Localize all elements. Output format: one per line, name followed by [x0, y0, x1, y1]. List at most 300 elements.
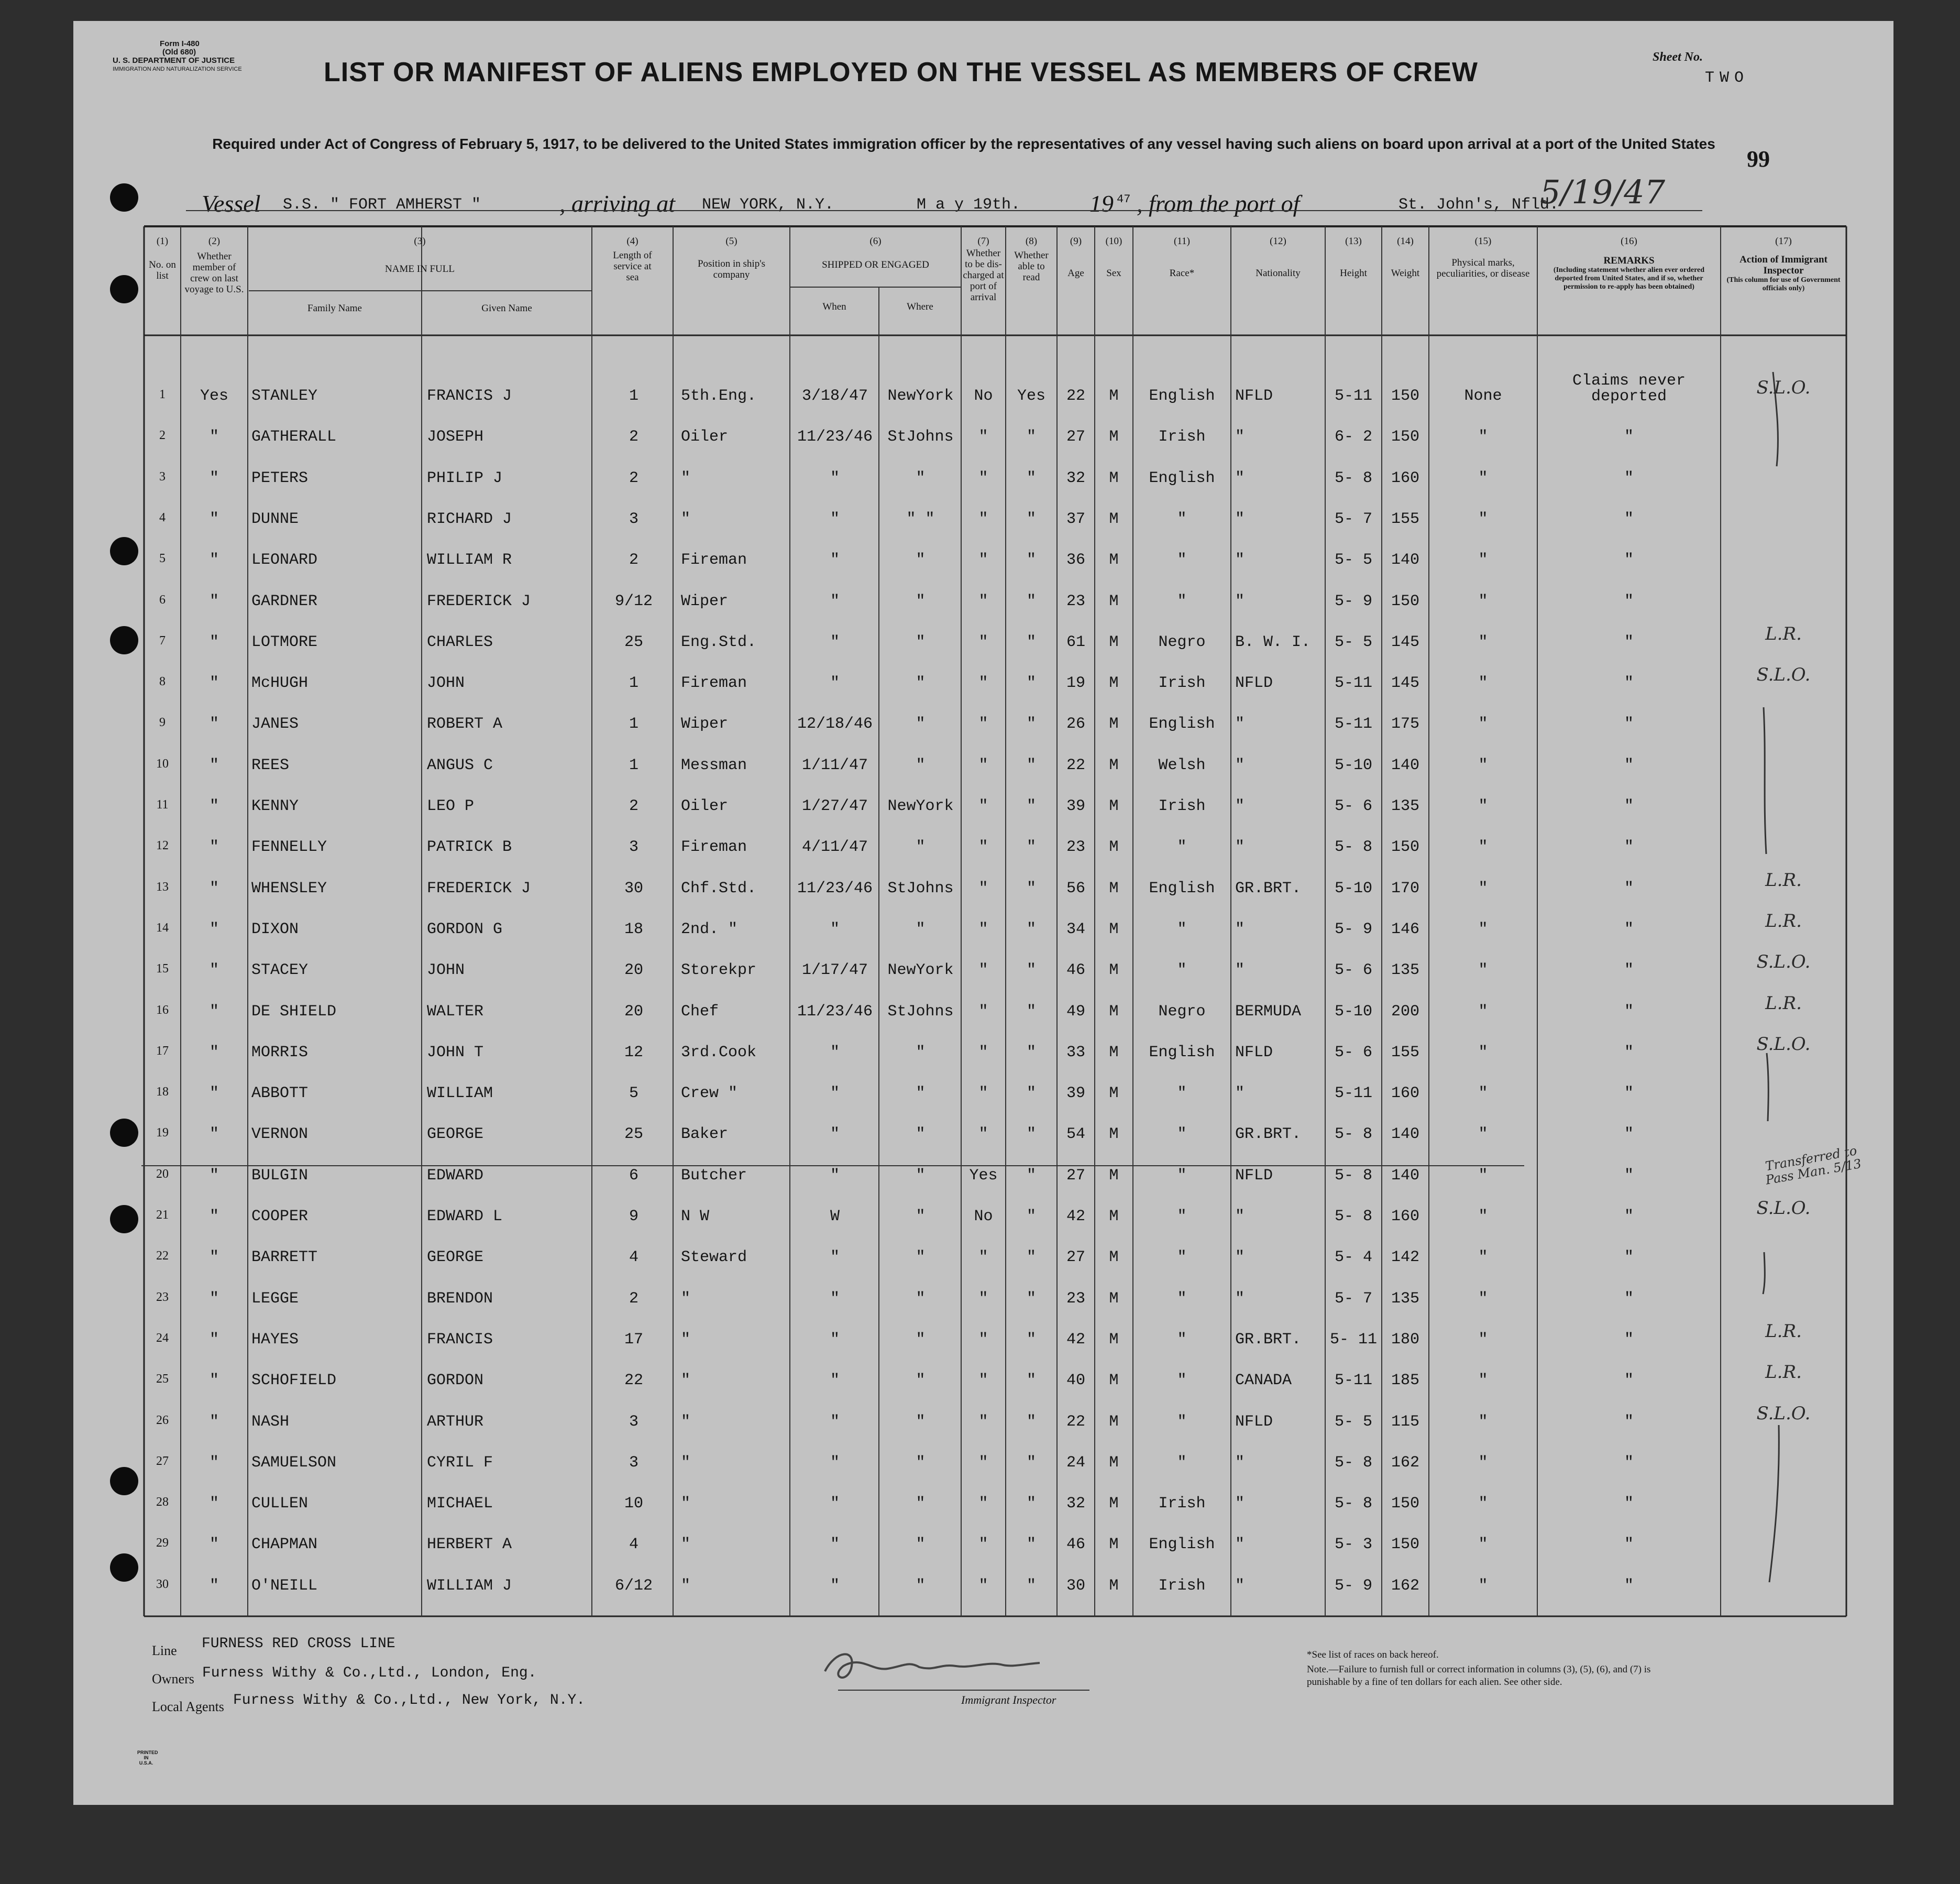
cell-age: 46: [1066, 1536, 1085, 1554]
cell-inspector-action: L.R.: [1765, 1320, 1802, 1342]
cell-race: Negro: [1158, 1002, 1206, 1021]
cell-given-name: HERBERT A: [427, 1536, 512, 1554]
cell-inspector-action: S.L.O.: [1756, 951, 1811, 973]
cell-race: ": [1177, 1453, 1187, 1472]
cell-race: ": [1177, 1125, 1187, 1144]
col-header-5: (5) Position in ship's company: [673, 236, 790, 280]
cell-last-voyage: ": [209, 1002, 219, 1021]
cell-age: 27: [1066, 428, 1085, 446]
col-header-16: (16) REMARKS (Including statement whether alien ever ordered deported from United States, and if so, whether permission to re-apply has been obtained): [1537, 236, 1721, 291]
cell-remarks: ": [1624, 674, 1634, 693]
cell-last-voyage: ": [209, 1372, 219, 1390]
cell-shipped-where: ": [916, 1166, 926, 1185]
cell-nationality: GR.BRT.: [1235, 879, 1302, 897]
cell-nationality: ": [1235, 1536, 1245, 1554]
col-header-label: No. on list: [149, 259, 176, 281]
cell-physical-marks: ": [1478, 592, 1488, 610]
cell-shipped-where: NewYork: [887, 797, 954, 815]
cell-sex: M: [1109, 1166, 1119, 1185]
cell-height: 5- 9: [1334, 592, 1372, 610]
col-header-label: Whether able to read: [1014, 250, 1049, 283]
cell-shipped-when: ": [830, 1453, 840, 1472]
cell-given-name: LEO P: [427, 797, 475, 815]
cell-no: 9: [159, 716, 166, 730]
cell-race: ": [1177, 1372, 1187, 1390]
cell-given-name: GEORGE: [427, 1248, 484, 1267]
cell-height: 5- 5: [1334, 551, 1372, 569]
cell-family-name: WHENSLEY: [251, 879, 327, 897]
col-header-13: (13) Height: [1325, 236, 1382, 279]
cell-position: ": [681, 510, 691, 528]
cell-shipped-where: StJohns: [887, 879, 954, 897]
cell-age: 37: [1066, 510, 1085, 528]
cell-nationality: ": [1235, 961, 1245, 980]
cell-remarks: ": [1624, 1125, 1634, 1144]
cell-shipped-where: ": [916, 756, 926, 774]
cell-position: Oiler: [681, 428, 729, 446]
cell-physical-marks: ": [1478, 1330, 1488, 1349]
col-header-label: Height: [1340, 268, 1367, 279]
cell-able-to-read: ": [1026, 797, 1036, 815]
cell-nationality: ": [1235, 838, 1245, 857]
year-prefix: 19: [1089, 190, 1114, 217]
cell-able-to-read: ": [1026, 879, 1036, 897]
cell-able-to-read: ": [1026, 1453, 1036, 1472]
cell-age: 34: [1066, 920, 1085, 938]
col-header-label: NAME IN FULL: [385, 264, 455, 275]
cell-shipped-when: ": [830, 469, 840, 487]
cell-shipped-where: ": [916, 633, 926, 651]
cell-age: 19: [1066, 674, 1085, 693]
cell-remarks: ": [1624, 551, 1634, 569]
cell-age: 54: [1066, 1125, 1085, 1144]
cell-shipped-when: ": [830, 1330, 840, 1349]
departure-port: St. John's, Nfld.: [1399, 196, 1559, 214]
cell-given-name: ROBERT A: [427, 715, 503, 733]
cell-length-service: 18: [624, 920, 643, 938]
cell-shipped-where: ": [916, 1330, 926, 1349]
cell-weight: 160: [1391, 1208, 1419, 1225]
cell-discharged: ": [978, 1576, 988, 1595]
cell-inspector-action: L.R.: [1765, 910, 1802, 932]
cell-given-name: FRANCIS: [427, 1330, 493, 1349]
cell-shipped-when: ": [830, 1166, 840, 1185]
cell-height: 5- 11: [1329, 1330, 1377, 1349]
cell-weight: 180: [1391, 1330, 1419, 1349]
cell-given-name: GEORGE: [427, 1125, 484, 1144]
cell-discharged: ": [978, 1412, 988, 1431]
cell-length-service: 5: [629, 1085, 638, 1103]
cell-shipped-when: 11/23/46: [797, 428, 873, 446]
cell-weight: 162: [1391, 1576, 1419, 1595]
cell-sex: M: [1109, 1330, 1119, 1349]
cell-weight: 140: [1391, 1125, 1419, 1144]
cell-weight: 175: [1391, 715, 1419, 733]
cell-remarks: ": [1624, 1248, 1634, 1267]
col-subheader-family: Family Name: [307, 303, 362, 314]
penalty-note: Note.—Failure to furnish full or correct information in columns (3), (5), (6), and (7) is punishable by a fine of ten dollars for each alien. See other side.: [1307, 1664, 1651, 1688]
cell-family-name: DIXON: [251, 920, 299, 938]
cell-age: 22: [1066, 1412, 1085, 1431]
cell-height: 5- 9: [1334, 1576, 1372, 1595]
cell-nationality: ": [1235, 551, 1245, 569]
cell-shipped-when: ": [830, 1495, 840, 1513]
cell-sex: M: [1109, 797, 1119, 815]
col-header-10: (10) Sex: [1095, 236, 1133, 279]
races-note: *See list of races on back hereof.: [1307, 1649, 1439, 1660]
cell-position: N W: [681, 1208, 710, 1225]
cell-no: 11: [156, 798, 169, 812]
cell-weight: 150: [1391, 838, 1419, 857]
arrival-date: M a y 19th.: [917, 196, 1021, 214]
cell-shipped-where: ": [916, 1412, 926, 1431]
cell-family-name: LOTMORE: [251, 633, 318, 651]
cell-remarks: ": [1624, 1166, 1634, 1185]
cell-sex: M: [1109, 961, 1119, 980]
cell-last-voyage: ": [209, 1125, 219, 1144]
col-header-label: Nationality: [1256, 268, 1301, 279]
cell-discharged: ": [978, 592, 988, 610]
cell-physical-marks: ": [1478, 469, 1488, 487]
cell-nationality: ": [1235, 1248, 1245, 1267]
cell-age: 27: [1066, 1248, 1085, 1267]
cell-weight: 115: [1391, 1412, 1419, 1431]
cell-position: ": [681, 1495, 691, 1513]
cell-shipped-where: ": [916, 1536, 926, 1554]
cell-discharged: No: [974, 387, 993, 405]
cell-discharged: ": [978, 469, 988, 487]
cell-shipped-where: ": [916, 1125, 926, 1144]
cell-age: 32: [1066, 1495, 1085, 1513]
cell-length-service: 9/12: [614, 592, 653, 610]
cell-weight: 200: [1391, 1002, 1419, 1021]
cell-weight: 160: [1391, 1085, 1419, 1103]
cell-able-to-read: ": [1026, 1412, 1036, 1431]
col-header-1: (1) No. on list: [144, 236, 181, 281]
cell-length-service: 2: [629, 551, 638, 569]
cell-shipped-where: ": [916, 674, 926, 693]
cell-given-name: GORDON G: [427, 920, 503, 938]
cell-race: ": [1177, 838, 1187, 857]
cell-discharged: No: [974, 1208, 993, 1225]
cell-physical-marks: ": [1478, 1002, 1488, 1021]
cell-sex: M: [1109, 920, 1119, 938]
cell-position: Crew ": [681, 1085, 738, 1103]
cell-length-service: 2: [629, 797, 638, 815]
cell-discharged: ": [978, 1289, 988, 1308]
cell-physical-marks: ": [1478, 1248, 1488, 1267]
cell-height: 5-11: [1334, 715, 1372, 733]
cell-weight: 140: [1391, 1166, 1419, 1185]
cell-shipped-when: ": [830, 1043, 840, 1061]
agents-value: Furness Withy & Co.,Ltd., New York, N.Y.: [233, 1692, 586, 1708]
cell-physical-marks: ": [1478, 1576, 1488, 1595]
cell-able-to-read: ": [1026, 715, 1036, 733]
cell-shipped-when: ": [830, 592, 840, 610]
cell-remarks: ": [1624, 1372, 1634, 1390]
cell-last-voyage: ": [209, 879, 219, 897]
cell-position: ": [681, 1576, 691, 1595]
cell-able-to-read: ": [1026, 1166, 1036, 1185]
cell-able-to-read: ": [1026, 428, 1036, 446]
cell-family-name: MORRIS: [251, 1043, 309, 1061]
cell-family-name: HAYES: [251, 1330, 299, 1349]
cell-shipped-when: ": [830, 1372, 840, 1390]
cell-no: 19: [156, 1126, 169, 1140]
cell-no: 10: [156, 757, 169, 771]
cell-height: 5- 8: [1334, 1453, 1372, 1472]
cell-age: 56: [1066, 879, 1085, 897]
cell-discharged: ": [978, 1085, 988, 1103]
cell-family-name: O'NEILL: [251, 1576, 318, 1595]
cell-no: 25: [156, 1372, 169, 1386]
cell-given-name: EDWARD: [427, 1166, 484, 1185]
cell-shipped-where: ": [916, 838, 926, 857]
cell-family-name: VERNON: [251, 1125, 309, 1144]
cell-shipped-when: ": [830, 920, 840, 938]
cell-family-name: SCHOFIELD: [251, 1372, 337, 1390]
cell-race: Negro: [1158, 633, 1206, 651]
cell-weight: 145: [1391, 633, 1419, 651]
cell-no: 13: [156, 880, 169, 894]
cell-inspector-action: L.R.: [1765, 1362, 1802, 1383]
cell-last-voyage: ": [209, 838, 219, 857]
cell-inspector-action: S.L.O.: [1756, 1033, 1811, 1055]
cell-able-to-read: ": [1026, 592, 1036, 610]
line-label: Line: [152, 1643, 177, 1658]
cell-nationality: ": [1235, 510, 1245, 528]
cell-last-voyage: ": [209, 1330, 219, 1349]
cell-sex: M: [1109, 756, 1119, 774]
cell-weight: 150: [1391, 592, 1419, 610]
cell-family-name: KENNY: [251, 797, 299, 815]
cell-length-service: 1: [629, 674, 638, 693]
col-header-4: (4) Length of service at sea: [592, 236, 673, 283]
cell-remarks: ": [1624, 1495, 1634, 1513]
cell-last-voyage: ": [209, 920, 219, 938]
cell-no: 4: [159, 510, 166, 524]
cell-family-name: SAMUELSON: [251, 1453, 337, 1472]
cell-last-voyage: ": [209, 1248, 219, 1267]
cell-nationality: ": [1235, 920, 1245, 938]
cell-able-to-read: ": [1026, 1125, 1036, 1144]
cell-remarks: ": [1624, 469, 1634, 487]
cell-remarks: ": [1624, 879, 1634, 897]
arriving-label: , arriving at: [559, 190, 676, 217]
cell-able-to-read: ": [1026, 469, 1036, 487]
cell-given-name: ARTHUR: [427, 1412, 484, 1431]
page-number: 99: [1747, 146, 1770, 172]
cell-weight: 135: [1391, 797, 1419, 815]
cell-race: English: [1149, 387, 1215, 405]
cell-remarks: ": [1624, 1002, 1634, 1021]
cell-sex: M: [1109, 1248, 1119, 1267]
cell-height: 5- 8: [1334, 1495, 1372, 1513]
cell-position: Chf.Std.: [681, 879, 757, 897]
col-header-3: (3) NAME IN FULL: [248, 236, 592, 275]
cell-shipped-when: 11/23/46: [797, 1002, 873, 1021]
cell-physical-marks: ": [1478, 715, 1488, 733]
cell-physical-marks: ": [1478, 1085, 1488, 1103]
cell-no: 20: [156, 1167, 169, 1181]
cell-discharged: ": [978, 1125, 988, 1144]
cell-last-voyage: ": [209, 551, 219, 569]
cell-age: 23: [1066, 838, 1085, 857]
cell-last-voyage: ": [209, 1453, 219, 1472]
cell-age: 24: [1066, 1453, 1085, 1472]
cell-sex: M: [1109, 1495, 1119, 1513]
cell-weight: 155: [1391, 510, 1419, 528]
cell-weight: 150: [1391, 387, 1419, 405]
cell-age: 40: [1066, 1372, 1085, 1390]
cell-family-name: STANLEY: [251, 387, 318, 405]
cell-given-name: GORDON: [427, 1372, 484, 1390]
cell-shipped-where: ": [916, 1043, 926, 1061]
cell-physical-marks: ": [1478, 756, 1488, 774]
cell-no: 2: [159, 429, 166, 443]
col-header-17: (17) Action of Immigrant Inspector (This column for use of Government officials only): [1721, 236, 1846, 293]
cell-shipped-when: ": [830, 1536, 840, 1554]
cell-weight: 185: [1391, 1372, 1419, 1390]
cell-family-name: GATHERALL: [251, 428, 337, 446]
cell-position: ": [681, 1412, 691, 1431]
cell-physical-marks: ": [1478, 1208, 1488, 1225]
cell-physical-marks: ": [1478, 961, 1488, 980]
cell-height: 5- 7: [1334, 1289, 1372, 1308]
col-header-label: REMARKS: [1603, 255, 1655, 266]
cell-able-to-read: ": [1026, 961, 1036, 980]
col-header-2: (2) Whether member of crew on last voyage to U.S.: [181, 236, 248, 295]
cell-nationality: ": [1235, 756, 1245, 774]
col-header-label: Age: [1067, 268, 1084, 279]
cell-weight: 150: [1391, 1536, 1419, 1554]
cell-race: English: [1149, 715, 1215, 733]
cell-no: 3: [159, 469, 166, 484]
cell-race: Irish: [1158, 1576, 1206, 1595]
owners-value: Furness Withy & Co.,Ltd., London, Eng.: [202, 1665, 537, 1681]
cell-shipped-when: ": [830, 1085, 840, 1103]
cell-race: Irish: [1158, 674, 1206, 693]
cell-nationality: ": [1235, 1289, 1245, 1308]
cell-discharged: ": [978, 797, 988, 815]
cell-no: 12: [156, 839, 169, 853]
printer-mark: PRINTED IN U.S.A.: [137, 1750, 158, 1766]
cell-height: 5-11: [1334, 674, 1372, 693]
cell-sex: M: [1109, 1372, 1119, 1390]
cell-inspector-action: S.L.O.: [1756, 664, 1811, 686]
cell-able-to-read: ": [1026, 1576, 1036, 1595]
cell-remarks: Claims never deported: [1572, 372, 1686, 406]
cell-discharged: ": [978, 1453, 988, 1472]
cell-able-to-read: ": [1026, 920, 1036, 938]
cell-race: ": [1177, 1289, 1187, 1308]
cell-no: 7: [159, 633, 166, 648]
cell-physical-marks: ": [1478, 510, 1488, 528]
cell-physical-marks: ": [1478, 1536, 1488, 1554]
cell-given-name: WILLIAM: [427, 1085, 493, 1103]
cell-length-service: 1: [629, 387, 638, 405]
cell-able-to-read: ": [1026, 1495, 1036, 1513]
cell-length-service: 9: [629, 1208, 638, 1225]
cell-given-name: PHILIP J: [427, 469, 503, 487]
cell-discharged: ": [978, 633, 988, 651]
cell-family-name: STACEY: [251, 961, 309, 980]
cell-given-name: CHARLES: [427, 633, 493, 651]
cell-race: ": [1177, 1330, 1187, 1349]
col-header-15: (15) Physical marks, peculiarities, or disease: [1429, 236, 1537, 279]
cell-no: 24: [156, 1331, 169, 1345]
inspector-signature-line: [838, 1690, 1089, 1691]
cell-family-name: BULGIN: [251, 1166, 309, 1185]
cell-sex: M: [1109, 428, 1119, 446]
col-header-14: (14) Weight: [1382, 236, 1429, 279]
cell-discharged: Yes: [969, 1166, 998, 1185]
cell-age: 30: [1066, 1576, 1085, 1595]
cell-race: English: [1149, 1043, 1215, 1061]
agents-label: Local Agents: [152, 1699, 224, 1714]
cell-sex: M: [1109, 1085, 1119, 1103]
cell-shipped-where: ": [916, 715, 926, 733]
cell-physical-marks: ": [1478, 428, 1488, 446]
cell-no: 23: [156, 1290, 169, 1304]
cell-height: 5- 8: [1334, 1166, 1372, 1185]
cell-family-name: PETERS: [251, 469, 309, 487]
cell-last-voyage: ": [209, 1536, 219, 1554]
cell-length-service: 12: [624, 1043, 643, 1061]
cell-remarks: ": [1624, 428, 1634, 446]
cell-physical-marks: ": [1478, 633, 1488, 651]
col-header-label: Whether member of crew on last voyage to U.S.: [184, 251, 244, 295]
cell-position: Fireman: [681, 674, 747, 693]
cell-family-name: NASH: [251, 1412, 290, 1431]
cell-physical-marks: ": [1478, 1125, 1488, 1144]
cell-remarks: ": [1624, 1576, 1634, 1595]
cell-height: 5-10: [1334, 1002, 1372, 1021]
cell-given-name: JOHN: [427, 674, 465, 693]
cell-discharged: ": [978, 961, 988, 980]
cell-weight: 150: [1391, 1495, 1419, 1513]
cell-nationality: NFLD: [1235, 674, 1273, 693]
cell-race: English: [1149, 469, 1215, 487]
cell-age: 22: [1066, 756, 1085, 774]
cell-sex: M: [1109, 1453, 1119, 1472]
cell-last-voyage: ": [209, 1289, 219, 1308]
cell-remarks: ": [1624, 920, 1634, 938]
cell-length-service: 20: [624, 1002, 643, 1021]
cell-nationality: NFLD: [1235, 1412, 1273, 1431]
cell-age: 46: [1066, 961, 1085, 980]
cell-shipped-where: ": [916, 1372, 926, 1390]
cell-age: 39: [1066, 797, 1085, 815]
cell-weight: 135: [1391, 1289, 1419, 1308]
cell-remarks: ": [1624, 1330, 1634, 1349]
cell-length-service: 2: [629, 428, 638, 446]
cell-height: 5-10: [1334, 756, 1372, 774]
cell-discharged: ": [978, 838, 988, 857]
cell-sex: M: [1109, 1002, 1119, 1021]
col-header-7: (7) Whether to be dis-charged at port of arrival: [961, 236, 1006, 303]
cell-shipped-when: 1/27/47: [801, 797, 868, 815]
cell-height: 5- 6: [1334, 797, 1372, 815]
cell-race: ": [1177, 1085, 1187, 1103]
cell-shipped-where: ": [916, 469, 926, 487]
cell-discharged: ": [978, 674, 988, 693]
cell-position: Storekpr: [681, 961, 757, 980]
cell-nationality: NFLD: [1235, 387, 1273, 405]
cell-height: 5- 6: [1334, 961, 1372, 980]
cell-race: ": [1177, 1248, 1187, 1267]
cell-sex: M: [1109, 1576, 1119, 1595]
